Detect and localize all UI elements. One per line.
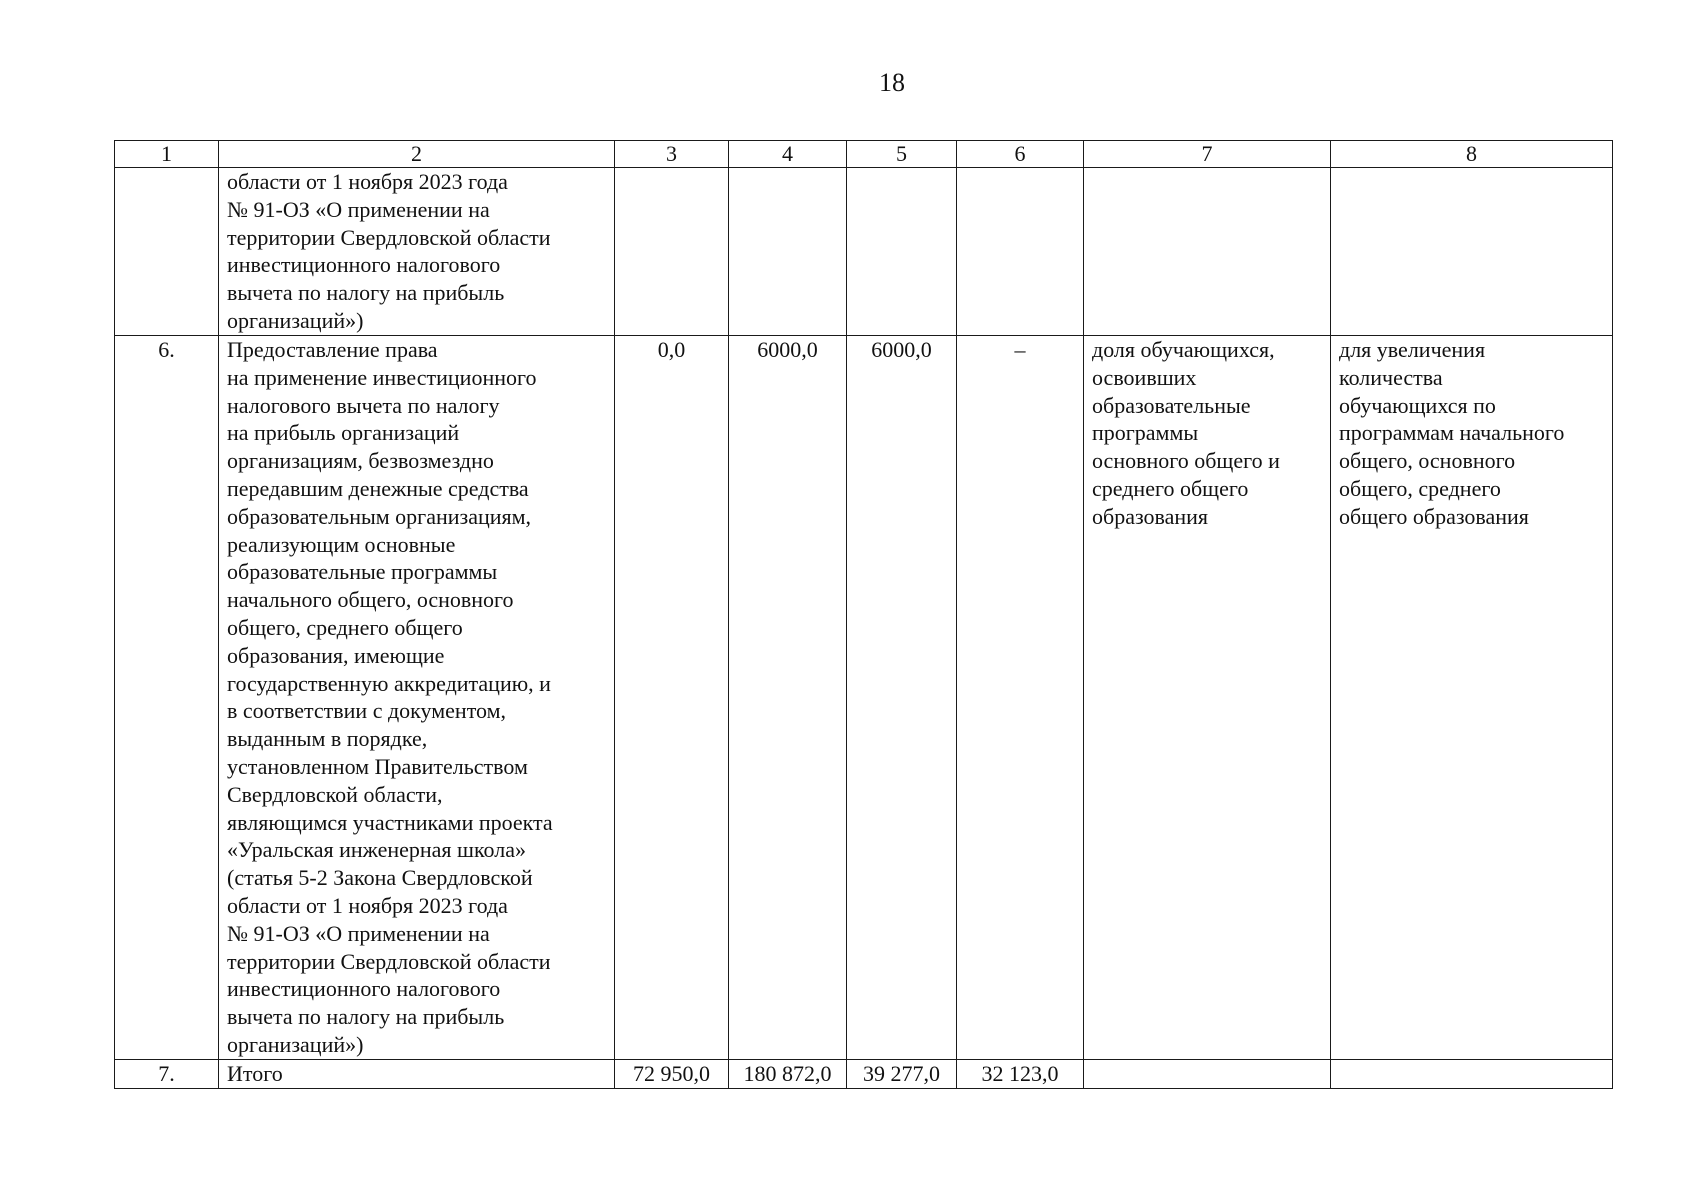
description-cell: Предоставление права на применение инвестиционного налогового вычета по налогу на прибыль организаций организациям, безвозмездно передавшим денежные средства образовательным организациям, реализующим основные образовательные программы начального общего, основного общего, среднего общего образования, имеющие государственную аккредитацию, и в соответствии с документом, выданным в порядке, установленном Правительством Свердловской области, являющимся участниками проекта «Уральская инженерная школа» (статья 5-2 Закона Свердловской области от 1 ноября 2023 года № 91-ОЗ «О применении на территории Свердловской области инвестиционного налогового вычета по налогу на прибыль организаций») [219, 336, 615, 1060]
table-row [115, 336, 1613, 1060]
header-cell-8: 8 [1331, 141, 1613, 168]
purpose-cell [1331, 1059, 1613, 1088]
value-cell-5: 6000,0 [847, 336, 957, 1060]
description-cell: Итого [219, 1059, 615, 1088]
value-cell-3 [615, 168, 729, 336]
row-number-cell: 7. [115, 1059, 219, 1088]
purpose-cell: для увеличения количества обучающихся по программам начального общего, основного общего, среднего общего образования [1331, 336, 1613, 1060]
value-cell-3: 72 950,0 [615, 1059, 729, 1088]
purpose-cell [1331, 168, 1613, 336]
page-number: 18 [879, 68, 905, 97]
value-cell-5: 39 277,0 [847, 1059, 957, 1088]
value-cell-5 [847, 168, 957, 336]
table-row-total [115, 1059, 1613, 1088]
header-cell-4: 4 [729, 141, 847, 168]
header-cell-7: 7 [1084, 141, 1331, 168]
value-cell-6: – [957, 336, 1084, 1060]
description-cell: области от 1 ноября 2023 года № 91-ОЗ «О применении на территории Свердловской области инвестиционного налогового вычета по налогу на прибыль организаций») [219, 168, 615, 336]
value-cell-6 [957, 168, 1084, 336]
header-cell-2: 2 [219, 141, 615, 168]
header-cell-6: 6 [957, 141, 1084, 168]
value-cell-6: 32 123,0 [957, 1059, 1084, 1088]
table-header-row [115, 141, 1613, 168]
indicator-cell [1084, 168, 1331, 336]
table-row [115, 168, 1613, 336]
data-table [114, 140, 1613, 1089]
indicator-cell: доля обучающихся, освоивших образовательные программы основного общего и среднего общего образования [1084, 336, 1331, 1060]
value-cell-4: 180 872,0 [729, 1059, 847, 1088]
header-cell-3: 3 [615, 141, 729, 168]
header-cell-1: 1 [115, 141, 219, 168]
value-cell-3: 0,0 [615, 336, 729, 1060]
header-cell-5: 5 [847, 141, 957, 168]
row-number-cell: 6. [115, 336, 219, 1060]
value-cell-4 [729, 168, 847, 336]
row-number-cell [115, 168, 219, 336]
indicator-cell [1084, 1059, 1331, 1088]
value-cell-4: 6000,0 [729, 336, 847, 1060]
